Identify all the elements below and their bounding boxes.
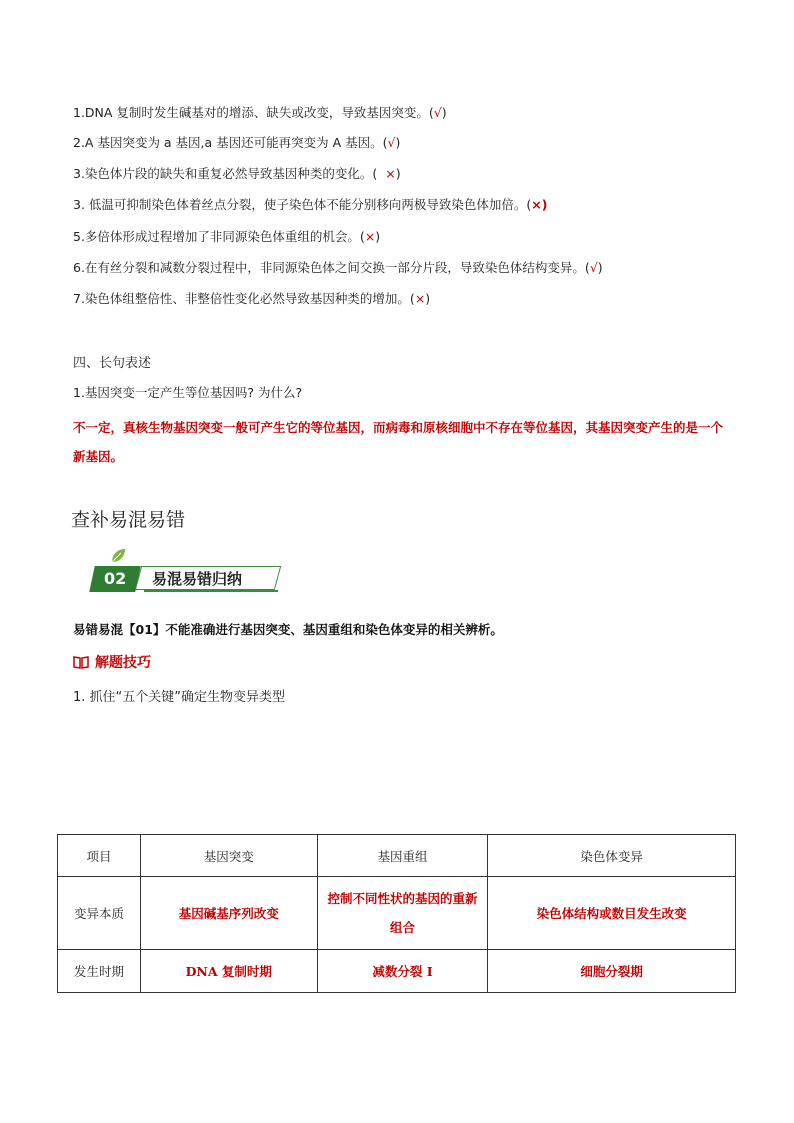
statement-4: 3. 低温可抑制染色体着丝点分裂，使子染色体不能分别移向两极导致染色体加倍。(×) xyxy=(73,197,548,212)
step-1: 1. 抓住“五个关键”确定生物变异类型 xyxy=(73,690,286,705)
cross-mark: × xyxy=(531,197,542,212)
table-header-row xyxy=(58,835,736,877)
section-heading: 四、长句表述 xyxy=(73,356,152,371)
answer: 不一定，真核生物基因突变一般可产生它的等位基因，而病毒和原核细胞中不存在等位基因，其基因突变产生的是一个新基因。 xyxy=(73,420,724,464)
statement-6: 6.在有丝分裂和减数分裂过程中，非同源染色体之间交换一部分片段，导致染色体结构变异。(√) xyxy=(73,260,603,275)
badge-number: 02 xyxy=(89,566,141,592)
page-section-title: 查补易混易错 xyxy=(71,509,186,531)
tips-heading: 解题技巧 xyxy=(73,652,151,672)
table-cell: 发生时期 xyxy=(58,950,141,993)
table-cell: 细胞分裂期 xyxy=(488,950,736,993)
variation-table xyxy=(57,834,736,993)
section-badge xyxy=(88,548,288,596)
badge-label: 易混易错归纳 xyxy=(144,566,278,592)
table-header: 基因突变 xyxy=(140,835,317,877)
table-row xyxy=(58,950,736,993)
table-cell: 变异本质 xyxy=(58,877,141,950)
statement-2: 2.A 基因突变为 a 基因,a 基因还可能再突变为 A 基因。(√) xyxy=(73,135,401,150)
error-item-title: 易错易混【01】不能准确进行基因突变、基因重组和染色体变异的相关辨析。 xyxy=(73,622,503,637)
statement-7: 7.染色体组整倍性、非整倍性变化必然导致基因种类的增加。(×) xyxy=(73,291,431,306)
table-cell: DNA 复制时期 xyxy=(140,950,317,993)
table-cell: 控制不同性状的基因的重新组合 xyxy=(317,877,488,950)
table-cell: 染色体结构或数目发生改变 xyxy=(488,877,736,950)
check-mark: √ xyxy=(589,260,598,275)
cross-mark: × xyxy=(377,166,396,181)
question: 1.基因突变一定产生等位基因吗? 为什么? xyxy=(73,385,303,400)
leaf-icon xyxy=(110,548,126,564)
table-header: 基因重组 xyxy=(317,835,488,877)
table-cell: 基因碱基序列改变 xyxy=(140,877,317,950)
cross-mark: × xyxy=(364,229,376,244)
table-cell: 减数分裂 I xyxy=(317,950,488,993)
statement-3: 3.染色体片段的缺失和重复必然导致基因种类的变化。( ×) xyxy=(73,166,401,181)
cross-mark: × xyxy=(414,291,426,306)
statement-1: 1.DNA 复制时发生碱基对的增添、缺失或改变，导致基因突变。(√) xyxy=(73,105,447,120)
table-row xyxy=(58,877,736,950)
table-header: 染色体变异 xyxy=(488,835,736,877)
statement-5: 5.多倍体形成过程增加了非同源染色体重组的机会。(×) xyxy=(73,229,381,244)
book-icon xyxy=(73,655,89,669)
table-header: 项目 xyxy=(58,835,141,877)
check-mark: √ xyxy=(387,135,396,150)
check-mark: √ xyxy=(433,105,442,120)
